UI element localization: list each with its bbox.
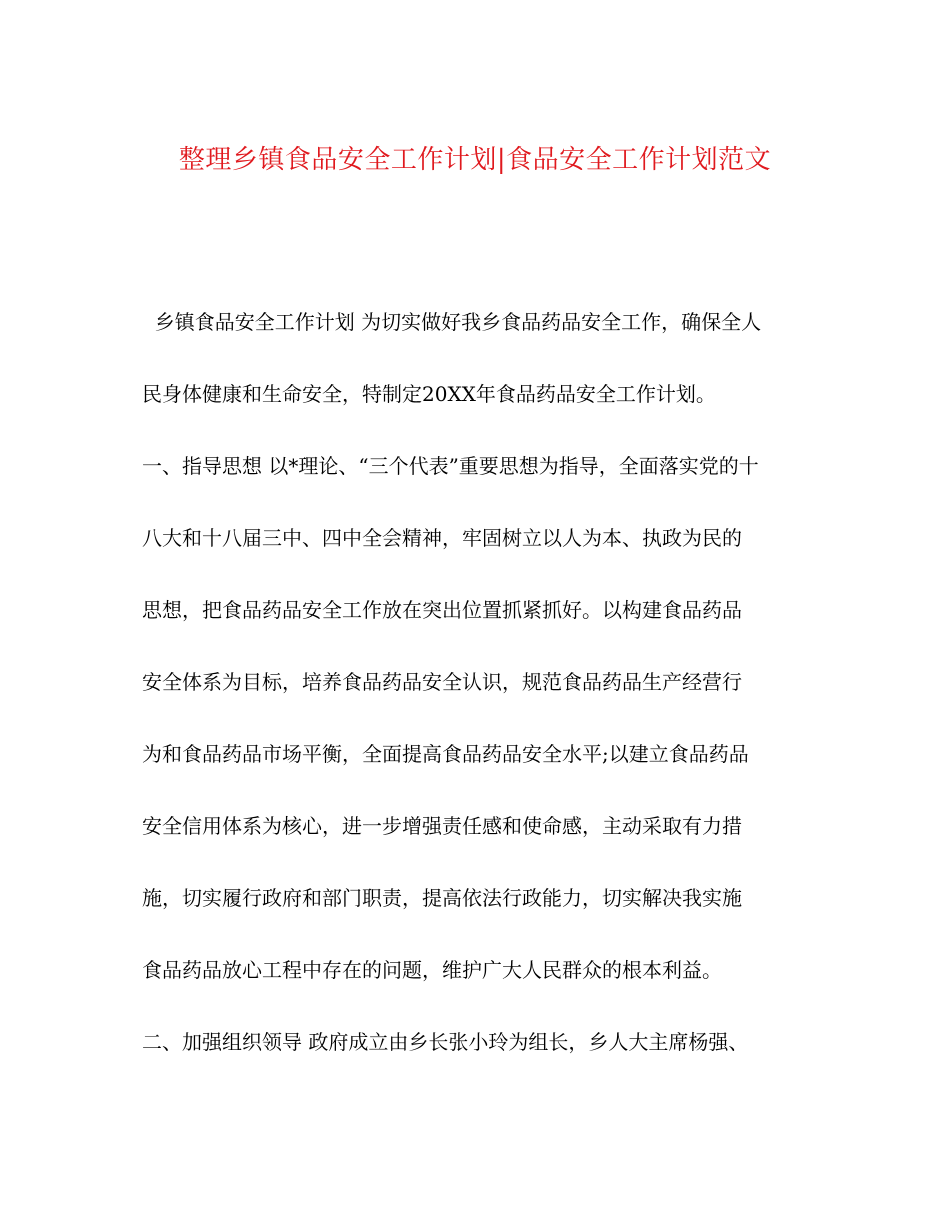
body-line: 思想，把食品药品安全工作放在突出位置抓紧抓好。以构建食品药品	[142, 598, 742, 622]
body-line: 一、指导思想 以*理论、“三个代表”重要思想为指导，全面落实党的十	[142, 454, 759, 478]
body-line: 民身体健康和生命安全，特制定20XX年食品药品安全工作计划。	[142, 382, 716, 406]
body-line: 八大和十八届三中、四中全会精神，牢固树立以人为本、执政为民的	[142, 526, 742, 550]
body-line: 安全信用体系为核心，进一步增强责任感和使命感，主动采取有力措	[142, 814, 742, 838]
document-body	[142, 300, 822, 1092]
body-line: 为和食品药品市场平衡，全面提高食品药品安全水平;以建立食品药品	[142, 742, 749, 766]
document-title: 整理乡镇食品安全工作计划|食品安全工作计划范文	[178, 145, 772, 175]
body-line: 二、加强组织领导 政府成立由乡长张小玲为组长，乡人大主席杨强、	[142, 1030, 749, 1054]
body-line: 食品药品放心工程中存在的问题，维护广大人民群众的根本利益。	[142, 958, 722, 982]
body-line: 施，切实履行政府和部门职责，提高依法行政能力，切实解决我实施	[142, 886, 742, 910]
body-line: 安全体系为目标，培养食品药品安全认识，规范食品药品生产经营行	[142, 670, 742, 694]
body-line: 乡镇食品安全工作计划 为切实做好我乡食品药品安全工作，确保全人	[142, 310, 762, 334]
